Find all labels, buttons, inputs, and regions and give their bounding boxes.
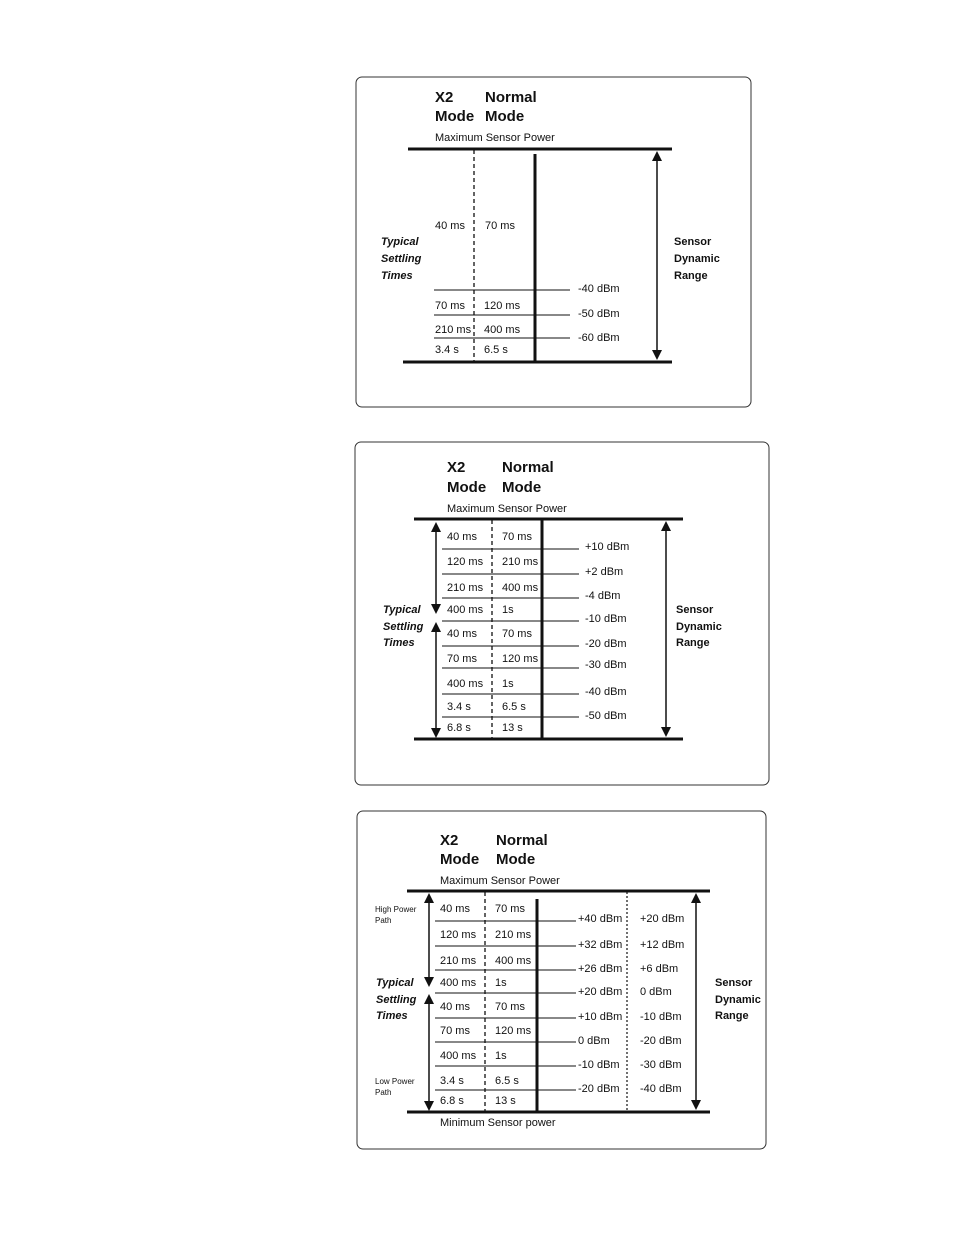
settling-label: Typical <box>383 604 421 616</box>
x2-time: 210 ms <box>440 955 477 967</box>
x2-time: 40 ms <box>440 1001 470 1013</box>
max-sensor-power-label: Maximum Sensor Power <box>447 503 567 515</box>
x2-header-line2: Mode <box>447 479 487 496</box>
power-level: +20 dBm <box>578 986 623 998</box>
x2-time: 400 ms <box>447 678 484 690</box>
normal-time: 70 ms <box>502 531 532 543</box>
normal-time: 1s <box>495 977 507 989</box>
power-level: 0 dBm <box>578 1035 610 1047</box>
x2-time: 120 ms <box>440 929 477 941</box>
range-label: Range <box>676 637 710 649</box>
normal-time: 210 ms <box>502 556 539 568</box>
normal-time: 6.5 s <box>495 1075 519 1087</box>
power-level: +10 dBm <box>578 1011 623 1023</box>
power-level: -20 dBm <box>578 1083 620 1095</box>
x2-time: 40 ms <box>440 903 470 915</box>
secondary-power-level: -10 dBm <box>640 1011 682 1023</box>
panel-1 <box>356 77 751 407</box>
normal-time: 120 ms <box>495 1025 532 1037</box>
power-level: -10 dBm <box>578 1059 620 1071</box>
x2-header-line1: X2 <box>435 89 454 106</box>
x2-time: 400 ms <box>447 604 484 616</box>
x2-time: 40 ms <box>447 628 477 640</box>
range-label: Sensor <box>715 977 753 989</box>
x2-time: 70 ms <box>435 300 465 312</box>
x2-time: 70 ms <box>440 1025 470 1037</box>
normal-time: 13 s <box>495 1095 516 1107</box>
power-level: +40 dBm <box>578 913 623 925</box>
settling-label: Times <box>376 1010 408 1022</box>
x2-time: 400 ms <box>440 1050 477 1062</box>
range-label: Sensor <box>676 604 714 616</box>
x2-time: 6.8 s <box>447 722 471 734</box>
power-level: -10 dBm <box>585 613 627 625</box>
normal-header-line1: Normal <box>485 89 537 106</box>
normal-header-line2: Mode <box>502 479 542 496</box>
normal-time: 6.5 s <box>502 701 526 713</box>
normal-header-line1: Normal <box>502 459 554 476</box>
x2-header-line1: X2 <box>447 459 466 476</box>
x2-time: 120 ms <box>447 556 484 568</box>
x2-time: 3.4 s <box>447 701 471 713</box>
settling-label: Settling <box>376 994 417 1006</box>
panel-3 <box>357 811 766 1149</box>
normal-header-line2: Mode <box>485 108 525 125</box>
panel-2 <box>355 442 769 785</box>
max-sensor-power-label: Maximum Sensor Power <box>440 875 560 887</box>
normal-time: 400 ms <box>495 955 532 967</box>
settling-label: Settling <box>381 253 422 265</box>
power-level: -4 dBm <box>585 590 621 602</box>
secondary-power-level: +20 dBm <box>640 913 685 925</box>
power-level: -50 dBm <box>578 308 620 320</box>
power-level: +26 dBm <box>578 963 623 975</box>
max-sensor-power-label: Maximum Sensor Power <box>435 132 555 144</box>
range-label: Dynamic <box>715 994 761 1006</box>
min-sensor-power-label: Minimum Sensor power <box>440 1117 556 1129</box>
normal-time: 70 ms <box>495 903 525 915</box>
power-level: +2 dBm <box>585 566 624 578</box>
range-label: Dynamic <box>676 621 722 633</box>
normal-time: 1s <box>495 1050 507 1062</box>
normal-time: 70 ms <box>502 628 532 640</box>
x2-time: 70 ms <box>447 653 477 665</box>
normal-time: 1s <box>502 678 514 690</box>
low-power-path-label: Path <box>375 1088 392 1097</box>
normal-time: 120 ms <box>484 300 521 312</box>
settling-label: Typical <box>381 236 419 248</box>
normal-header-line1: Normal <box>496 832 548 849</box>
power-level: +10 dBm <box>585 541 630 553</box>
low-power-path-label: Low Power <box>375 1077 415 1086</box>
normal-time: 70 ms <box>485 220 515 232</box>
x2-time: 40 ms <box>435 220 465 232</box>
panel-3-frame <box>357 811 766 1149</box>
high-power-path-label: High Power <box>375 905 417 914</box>
power-level: -40 dBm <box>578 283 620 295</box>
secondary-power-level: -40 dBm <box>640 1083 682 1095</box>
normal-time: 210 ms <box>495 929 532 941</box>
range-label: Dynamic <box>674 253 720 265</box>
normal-time: 70 ms <box>495 1001 525 1013</box>
range-label: Range <box>715 1010 749 1022</box>
x2-time: 6.8 s <box>440 1095 464 1107</box>
normal-time: 1s <box>502 604 514 616</box>
normal-time: 13 s <box>502 722 523 734</box>
x2-header-line2: Mode <box>435 108 475 125</box>
range-label: Range <box>674 270 708 282</box>
power-level: -50 dBm <box>585 710 627 722</box>
x2-time: 210 ms <box>435 324 472 336</box>
x2-time: 400 ms <box>440 977 477 989</box>
settling-label: Settling <box>383 621 424 633</box>
secondary-power-level: -30 dBm <box>640 1059 682 1071</box>
power-level: -30 dBm <box>585 659 627 671</box>
normal-time: 6.5 s <box>484 344 508 356</box>
x2-header-line1: X2 <box>440 832 459 849</box>
normal-header-line2: Mode <box>496 851 536 868</box>
settling-label: Typical <box>376 977 414 989</box>
power-level: -40 dBm <box>585 686 627 698</box>
secondary-power-level: 0 dBm <box>640 986 672 998</box>
power-level: +32 dBm <box>578 939 623 951</box>
power-level: -60 dBm <box>578 332 620 344</box>
secondary-power-level: -20 dBm <box>640 1035 682 1047</box>
settling-label: Times <box>383 637 415 649</box>
secondary-power-level: +12 dBm <box>640 939 685 951</box>
normal-time: 400 ms <box>484 324 521 336</box>
settling-label: Times <box>381 270 413 282</box>
high-power-path-label: Path <box>375 916 392 925</box>
x2-header-line2: Mode <box>440 851 480 868</box>
secondary-power-level: +6 dBm <box>640 963 679 975</box>
power-level: -20 dBm <box>585 638 627 650</box>
x2-time: 3.4 s <box>440 1075 464 1087</box>
normal-time: 120 ms <box>502 653 539 665</box>
x2-time: 3.4 s <box>435 344 459 356</box>
x2-time: 40 ms <box>447 531 477 543</box>
x2-time: 210 ms <box>447 582 484 594</box>
normal-time: 400 ms <box>502 582 539 594</box>
range-label: Sensor <box>674 236 712 248</box>
